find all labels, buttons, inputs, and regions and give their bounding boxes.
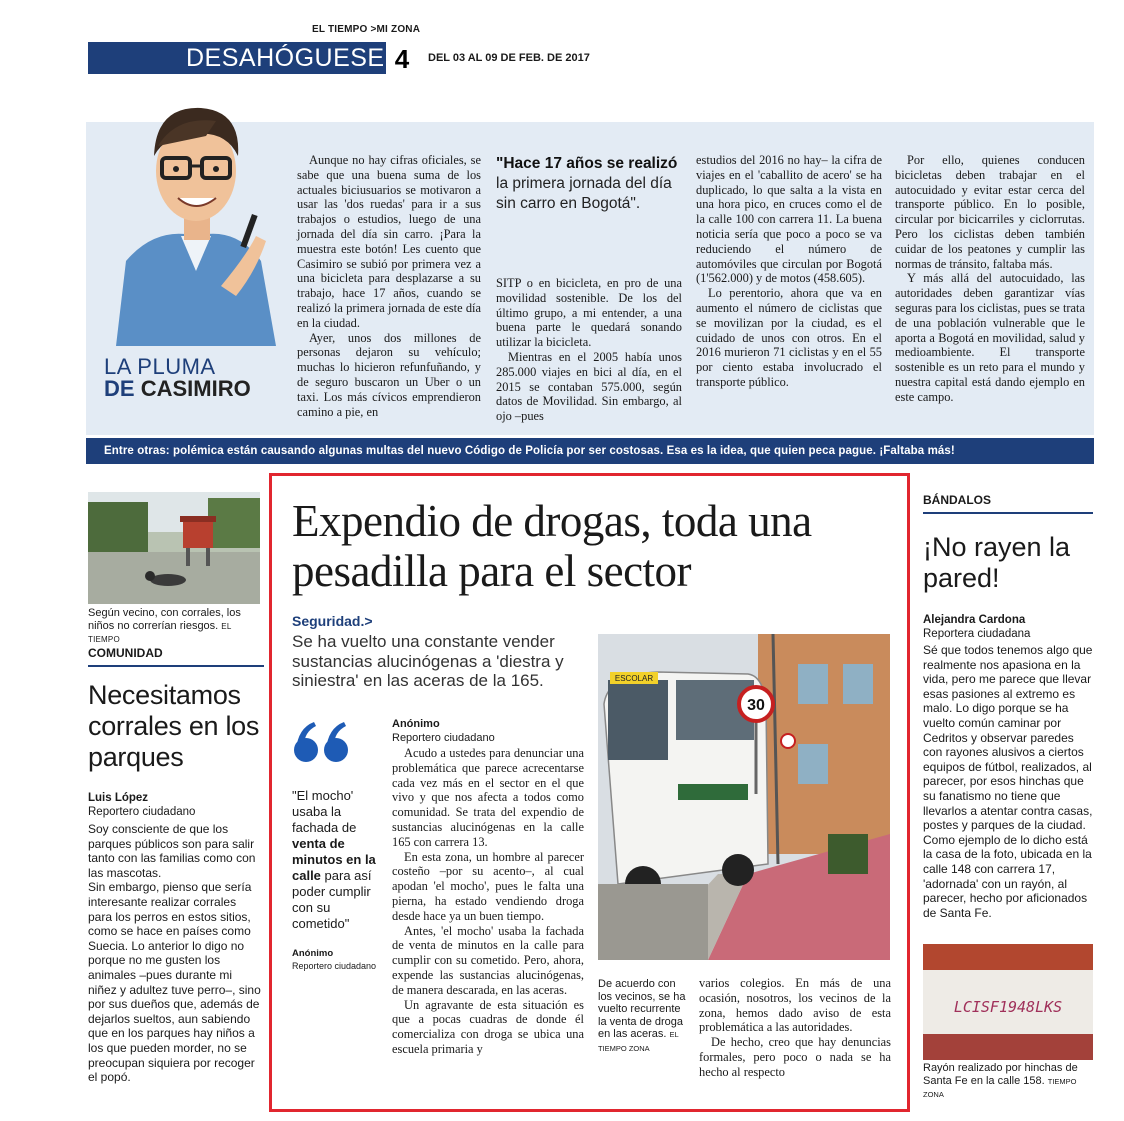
left-body	[88, 822, 262, 1085]
graffiti-photo-caption	[923, 1062, 1098, 1101]
right-headline: ¡No rayen la pared!	[923, 532, 1071, 593]
main-text-2	[699, 976, 891, 1080]
paragraph: estudios del 2016 no hay– la cifra de viajes en el 'caballito de acero' se ha duplicado, lo que salta a la vista en una hora pico, en cruces como el de la calle 100 con carrera 11. La buena noticia sería que poco a poco se va reduciendo el número de automóviles que circulan por Bogotá (1'562.000) y de motos (458.605).	[696, 153, 882, 286]
main-kicker: Seguridad.>	[292, 613, 373, 629]
pull-quote	[496, 154, 682, 214]
paragraph: De hecho, creo que hay denuncias formales, pero poco o nada se ha hecho al respecto	[699, 1035, 891, 1079]
masthead-brand: EL TIEMPO >MI ZONA	[312, 24, 421, 35]
pull-quote-rest: la primera jornada del día sin carro en Bogotá".	[496, 175, 672, 212]
section-tag-comunidad: COMUNIDAD	[88, 646, 163, 660]
quote-mark-icon	[292, 720, 352, 766]
paragraph: Soy consciente de que los parques públicos son para salir tanto con las familias como con las mascotas.	[88, 822, 256, 880]
side-quote-byline: Anónimo	[292, 948, 334, 959]
paragraph: Aunque no hay cifras oficiales, se sabe que una buena suma de los actuales biciusuarios se motivaron a usar las 'dos ruedas' para ir a sus trabajos o estudios, luego de una jornada del día sin carro. ¡Para la muestra este botón! Les cuento que Casimiro se subió por primera vez a una bicicleta para desplazarse a su trabajo, hace 17 años, cuando se realizó la primera jornada de este día en la ciudad.	[297, 153, 481, 330]
side-quote-role: Reportero ciudadano	[292, 961, 377, 971]
paragraph: Antes, 'el mocho' usaba la fachada de venta de minutos en la calle para cumplir con su cometido. Pero, ahora, expende las sustancias alucinógenas, de manera descarada, en las aceras.	[392, 923, 584, 997]
park-photo	[88, 492, 260, 604]
street-photo	[598, 634, 890, 960]
park-photo-caption	[88, 607, 264, 646]
column-logo	[104, 356, 251, 403]
left-byline: Luis López	[88, 792, 149, 804]
paragraph: Lo perentorio, ahora que va en aumento el número de ciclistas que se movilizan por la ciudad, es el cuidado de unos con otros. En el 2016 murieron 71 ciclistas y en el 55 por ciento estaba involucrado el transporte público.	[696, 286, 882, 389]
column-text-2	[496, 276, 682, 424]
section-tag-bandalos: BÁNDALOS	[923, 493, 991, 507]
paragraph: Y más allá del autocuidado, las autoridades deben garantizar vías seguras para los ciclistas, pues se trata de una población vulnerable que le aporta a Bogotá en movilidad, salud y medioambiente. El transporte sostenible es un reto para el mundo y nuestra capital está dando ejemplo en este campo.	[895, 271, 1085, 404]
caption-text: De acuerdo con los vecinos, se ha vuelto recurrente la venta de droga en las aceras.	[598, 978, 686, 1041]
left-byline-role: Reportero ciudadano	[88, 806, 196, 818]
main-text-1	[392, 746, 584, 1057]
pull-quote-bold: "Hace 17 años se realizó	[496, 155, 678, 172]
left-headline: Necesitamos corrales en los parques	[88, 680, 260, 772]
ticker-bar: Entre otras: polémica están causando algunas multas del nuevo Código de Policía por ser costosas. Esa es la idea, que quien peca pague. ¡Faltaba más!	[86, 438, 1094, 464]
graffiti-photo	[923, 944, 1093, 1060]
column-logo-line2-name: CASIMIRO	[140, 376, 251, 401]
casimiro-illustration	[96, 86, 286, 346]
caption-text: Rayón realizado por hinchas de Santa Fe en la calle 158.	[923, 1062, 1078, 1087]
graffiti-text: LCISF1948LKS	[953, 998, 1063, 1016]
paragraph: Un agravante de esta situación es que a pocas cuadras de donde él comercializa con droga se ubica una escuela primaria y	[392, 997, 584, 1056]
photo-credit: EL TIEMPO	[88, 622, 232, 644]
issue-date: DEL 03 AL 09 DE FEB. DE 2017	[428, 52, 590, 64]
main-headline: Expendio de drogas, toda una pesadilla para el sector	[292, 496, 812, 596]
caption-text: Según vecino, con corrales, los niños no correrían riesgos.	[88, 607, 241, 632]
column-text-1	[297, 153, 481, 419]
street-photo-caption	[598, 978, 692, 1056]
photo-credit: EL TIEMPO ZONA	[598, 1030, 679, 1053]
section-rule	[88, 665, 264, 667]
main-byline-role: Reportero ciudadano	[392, 732, 495, 744]
paragraph: Mientras en el 2005 había unos 285.000 viajes en bici al día, en el 2015 se contaban 575.000, según datos de Movilidad. Sin embargo, al ojo –pues	[496, 349, 682, 424]
speed-sign-number: 30	[747, 697, 765, 714]
column-text-4	[895, 153, 1085, 405]
paragraph: varios colegios. En más de una ocasión, nosotros, los vecinos de la zona, hemos dado aviso de esta problemática a las autoridades.	[699, 976, 891, 1035]
paragraph: En esta zona, un hombre al parecer costeño –por su acento–, al cual apodan 'el mocho', pues le falta una pierna, ha estado vendiendo droga desde hace ya un buen tiempo.	[392, 849, 584, 923]
main-deck: Se ha vuelto una constante vender sustancias alucinógenas a 'diestra y siniestra' en las aceras de la 165.	[292, 632, 564, 690]
side-quote-b: venta de minutos en la calle	[292, 836, 376, 883]
page-number: 4	[388, 46, 416, 72]
main-byline: Anónimo	[392, 718, 440, 730]
column-logo-line1: LA PLUMA	[104, 354, 216, 379]
photo-credit: TIEMPO ZONA	[923, 1077, 1077, 1099]
section-rule	[923, 512, 1093, 514]
side-quote-c: para así poder cumplir con su cometido"	[292, 868, 372, 931]
paragraph: Sin embargo, pienso que sería interesante realizar corrales para los perros en estos sitios, como se hace en países como Suecia. Lo anterior lo digo no porque no me gusten los animales –pues durante mi niñez y adultez tuve perro–, sino por sus dueños que, además de dejarlos sueltos, aun sabiendo que en los parques hay niños a los que pueden morder, no se preocupan siquiera por recoger el popó.	[88, 880, 261, 1085]
paragraph: SITP o en bicicleta, en pro de una movilidad sostenible. De los del último grupo, a mi entender, a una buena parte le quedará sonando utilizar la bicicleta.	[496, 276, 682, 350]
column-text-3	[696, 153, 882, 390]
column-logo-line2-prefix: DE	[104, 376, 141, 401]
paragraph: Por ello, quienes conducen bicicletas deben trabajar en el autocuidado y evitar estar cerca del transporte público. En lo posible, circular por bicicarriles y ciclorrutas. Pero los ciclistas deben también cuidar de los peatones y cumplir las normas de tránsito, faltaba más.	[895, 153, 1085, 271]
section-title: DESAHÓGUESE	[88, 42, 386, 74]
side-quote-a: "El mocho' usaba la fachada de	[292, 788, 357, 835]
van-label: ESCOLAR	[614, 674, 654, 683]
right-body: Sé que todos tenemos algo que realmente nos apasiona en la vida, pero me parece que llevar esas pasiones al extremo es malo. Lo digo porque se ha vuelto común caminar por Cedritos y observar paredes con rayones alusivos a ciertos equipos de fútbol, realizados, al parecer, por esos hinchas que su fanatismo no tiene que llevarlos a atentar contra casas, postes y parques de la ciudad. Como ejemplo de lo dicho está la casa de la foto, ubicada en la calle 148 con carrera 17, 'adornada' con un rayón, al parecer, hecho por aficionados de Santa Fe.	[923, 643, 1093, 920]
paragraph: Acudo a ustedes para denunciar una problemática que parece acrecentarse cada vez más en el sector en el que vivo y que nos afecta a todos como comunidad. Se trata del expendio de sustancias alucinógenas en la calle 165 con carrera 13.	[392, 746, 584, 849]
paragraph: Ayer, unos dos millones de personas dejaron su vehículo; muchas lo hicieron refunfuñando, y de seguro buscaron un Uber o un taxi. Los más cívicos emprendieron camino a pie, en	[297, 330, 481, 419]
side-quote	[292, 788, 382, 932]
right-byline-role: Reportera ciudadana	[923, 628, 1031, 640]
masthead-bar	[88, 42, 418, 74]
right-byline: Alejandra Cardona	[923, 614, 1026, 626]
